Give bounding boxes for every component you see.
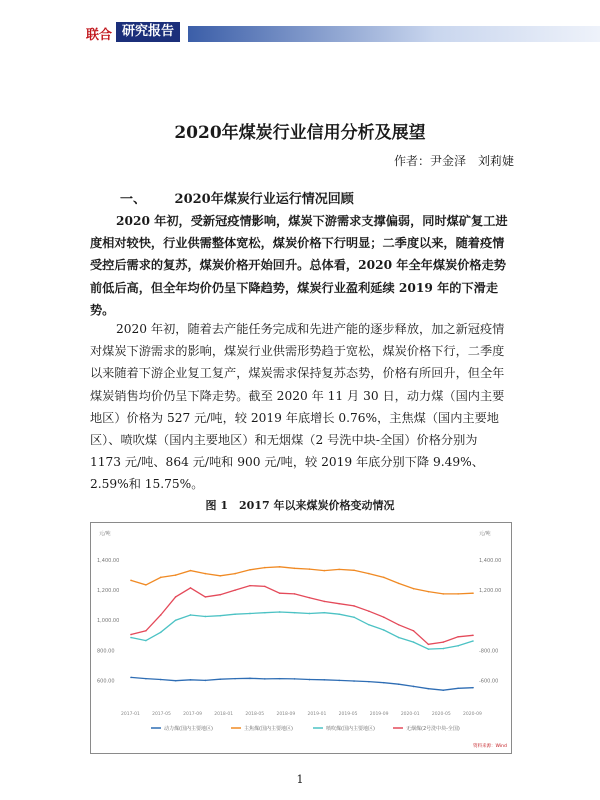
- data-point: [205, 573, 207, 575]
- data-point: [249, 613, 251, 615]
- data-point: [130, 677, 132, 679]
- data-point: [368, 681, 370, 683]
- x-tick-label: 2017-01: [121, 712, 140, 717]
- chart-svg: [91, 523, 511, 753]
- data-point: [428, 648, 430, 650]
- legend-label: 主焦煤(国内主要地区): [244, 726, 293, 732]
- data-point: [175, 574, 177, 576]
- x-tick-label: 2019-01: [307, 712, 327, 717]
- data-point: [457, 636, 459, 638]
- data-point: [442, 593, 444, 595]
- x-tick-label: 2017-09: [183, 712, 202, 717]
- data-point: [368, 610, 370, 612]
- x-tick-label: 2020-05: [431, 712, 451, 717]
- data-point: [160, 631, 162, 633]
- data-point: [457, 593, 459, 595]
- data-point: [175, 596, 177, 598]
- y-tick-label-left: 1,400.00: [97, 558, 120, 565]
- data-point: [472, 687, 474, 689]
- section-title: 2020年煤炭行业运行情况回顾: [174, 192, 354, 207]
- data-point: [472, 640, 474, 642]
- data-point: [368, 573, 370, 575]
- data-point: [398, 637, 400, 639]
- data-point: [249, 585, 251, 587]
- data-point: [130, 634, 132, 636]
- left-axis-unit: 元/吨: [99, 531, 111, 537]
- chart-source-note: 资料来源：Wind: [473, 744, 507, 749]
- data-point: [205, 596, 207, 598]
- x-tick-label: 2020-01: [400, 712, 420, 717]
- data-point: [145, 630, 147, 632]
- data-point: [353, 605, 355, 607]
- data-point: [264, 586, 266, 588]
- data-point: [294, 593, 296, 595]
- data-point: [353, 680, 355, 682]
- data-point: [219, 575, 221, 577]
- data-point: [428, 591, 430, 593]
- data-point: [175, 619, 177, 621]
- data-point: [130, 580, 132, 582]
- series-line-2: [131, 567, 473, 594]
- section-number: 一、: [120, 192, 147, 207]
- data-point: [190, 587, 192, 589]
- y-tick-label-right: -600.00: [479, 678, 499, 685]
- data-point: [160, 679, 162, 681]
- summary-text: 2020 年初，受新冠疫情影响，煤炭下游需求支撑偏弱，同时煤矿复工进度相对较快，行业供需整体宽松，煤炭价格下行明显；二季度以来，随着疫情受控后需求的复苏，煤炭价格开始回升。总体看，2020 年全年煤炭价格走势前低后高，但全年均价仍呈下降趋势，煤炭行业盈利延续 2019 年的下滑走势。: [90, 214, 508, 317]
- data-point: [219, 678, 221, 680]
- brand-red-text: 联合: [86, 28, 113, 43]
- legend-label: 动力煤(国内主要地区): [164, 726, 213, 732]
- data-point: [324, 570, 326, 572]
- data-point: [309, 568, 311, 570]
- figure-caption: 图 1 2017 年以来煤炭价格变动情况: [205, 499, 395, 512]
- data-point: [175, 680, 177, 682]
- data-point: [219, 594, 221, 596]
- x-tick-label: 2020-09: [463, 712, 482, 717]
- data-point: [368, 624, 370, 626]
- brand-blue-text: 研究报告: [116, 22, 180, 42]
- data-point: [324, 679, 326, 681]
- x-tick-label: 2019-05: [338, 712, 358, 717]
- report-header: [0, 22, 600, 44]
- data-point: [442, 689, 444, 691]
- data-point: [249, 678, 251, 680]
- document-title: 2020年煤炭行业信用分析及展望: [174, 123, 426, 143]
- data-point: [234, 573, 236, 575]
- data-point: [398, 624, 400, 626]
- data-point: [383, 629, 385, 631]
- data-point: [264, 567, 266, 569]
- data-point: [145, 584, 147, 586]
- x-tick-label: 2018-05: [245, 712, 265, 717]
- data-point: [383, 616, 385, 618]
- data-point: [294, 612, 296, 614]
- y-tick-label-right: -800.00: [479, 648, 499, 655]
- data-point: [264, 612, 266, 614]
- data-point: [309, 679, 311, 681]
- data-point: [279, 611, 281, 613]
- y-tick-label-right: 1,400.00: [479, 558, 502, 565]
- data-point: [264, 678, 266, 680]
- y-tick-label-left: 800.00: [97, 648, 115, 655]
- data-point: [457, 645, 459, 647]
- body-text: 2020 年初，随着去产能任务完成和先进产能的逐步释放，加之新冠疫情对煤炭下游需求的影响，煤炭行业供需形势趋于宽松，煤炭价格下行，二季度以来随着下游企业复工复产，煤炭需求保持复苏态势，价格有所回升，但全年煤炭销售均价仍呈下降走势。截至 2020 年 11 月 30 日，动力煤（国内主要地区）价格为 527 元/吨，较 2019 年底增长 0.76%，主焦煤（国内主要地区）、喷吹煤（国内主要地区）和无烟煤（2 号洗中块-全国）价格分别为 1173 元/吨、864 元/吨和 900 元/吨，较 2019 年底分别下降 9.49%、2.59%和 15.75%。: [90, 322, 505, 492]
- header-gradient-bar: [188, 26, 600, 42]
- data-point: [457, 687, 459, 689]
- data-point: [130, 637, 132, 639]
- coal-price-chart: [90, 522, 512, 754]
- data-point: [190, 614, 192, 616]
- data-point: [324, 601, 326, 603]
- data-point: [472, 592, 474, 594]
- data-point: [279, 566, 281, 568]
- data-point: [145, 678, 147, 680]
- data-point: [428, 688, 430, 690]
- y-tick-label-right: 1,200.00: [479, 588, 502, 595]
- data-point: [442, 641, 444, 643]
- data-point: [338, 569, 340, 571]
- data-point: [353, 616, 355, 618]
- section-heading: [120, 188, 354, 207]
- data-point: [190, 570, 192, 572]
- series-line-3: [131, 612, 473, 649]
- data-point: [309, 597, 311, 599]
- x-tick-label: 2017-05: [152, 712, 171, 717]
- data-point: [234, 589, 236, 591]
- data-point: [309, 613, 311, 615]
- series-line-1: [131, 677, 473, 690]
- data-point: [279, 592, 281, 594]
- series-line-4: [131, 586, 473, 645]
- data-point: [442, 648, 444, 650]
- data-point: [190, 679, 192, 681]
- data-point: [338, 603, 340, 605]
- legend-label: 喷吹煤(国内主要地区): [326, 726, 375, 732]
- summary-paragraph: [90, 210, 510, 321]
- data-point: [413, 641, 415, 643]
- data-point: [383, 682, 385, 684]
- data-point: [353, 569, 355, 571]
- data-point: [160, 614, 162, 616]
- data-point: [324, 612, 326, 614]
- data-point: [145, 640, 147, 642]
- y-tick-label-left: 600.00: [97, 678, 115, 685]
- x-tick-label: 2019-09: [369, 712, 389, 717]
- x-tick-label: 2018-01: [214, 712, 234, 717]
- x-tick-label: 2018-09: [276, 712, 296, 717]
- data-point: [383, 577, 385, 579]
- data-point: [338, 613, 340, 615]
- data-point: [398, 683, 400, 685]
- data-point: [338, 680, 340, 682]
- legend-label: 无烟煤(2号洗中块-全国): [406, 726, 460, 732]
- page-number: 1: [296, 773, 304, 786]
- right-axis-unit: 元/吨: [479, 531, 491, 537]
- data-point: [279, 678, 281, 680]
- data-point: [205, 616, 207, 618]
- data-point: [160, 577, 162, 579]
- data-point: [249, 569, 251, 571]
- data-point: [219, 615, 221, 617]
- author-line: 作者：尹金泽 刘莉婕: [393, 154, 514, 168]
- data-point: [413, 630, 415, 632]
- body-paragraph: [90, 318, 510, 496]
- data-point: [398, 583, 400, 585]
- data-point: [413, 588, 415, 590]
- data-point: [294, 568, 296, 570]
- data-point: [234, 613, 236, 615]
- data-point: [472, 634, 474, 636]
- y-tick-label-left: 1,000.00: [97, 618, 120, 625]
- data-point: [234, 678, 236, 680]
- data-point: [205, 680, 207, 682]
- y-tick-label-left: 1,200.00: [97, 588, 120, 595]
- data-point: [294, 678, 296, 680]
- data-point: [413, 686, 415, 688]
- data-point: [428, 644, 430, 646]
